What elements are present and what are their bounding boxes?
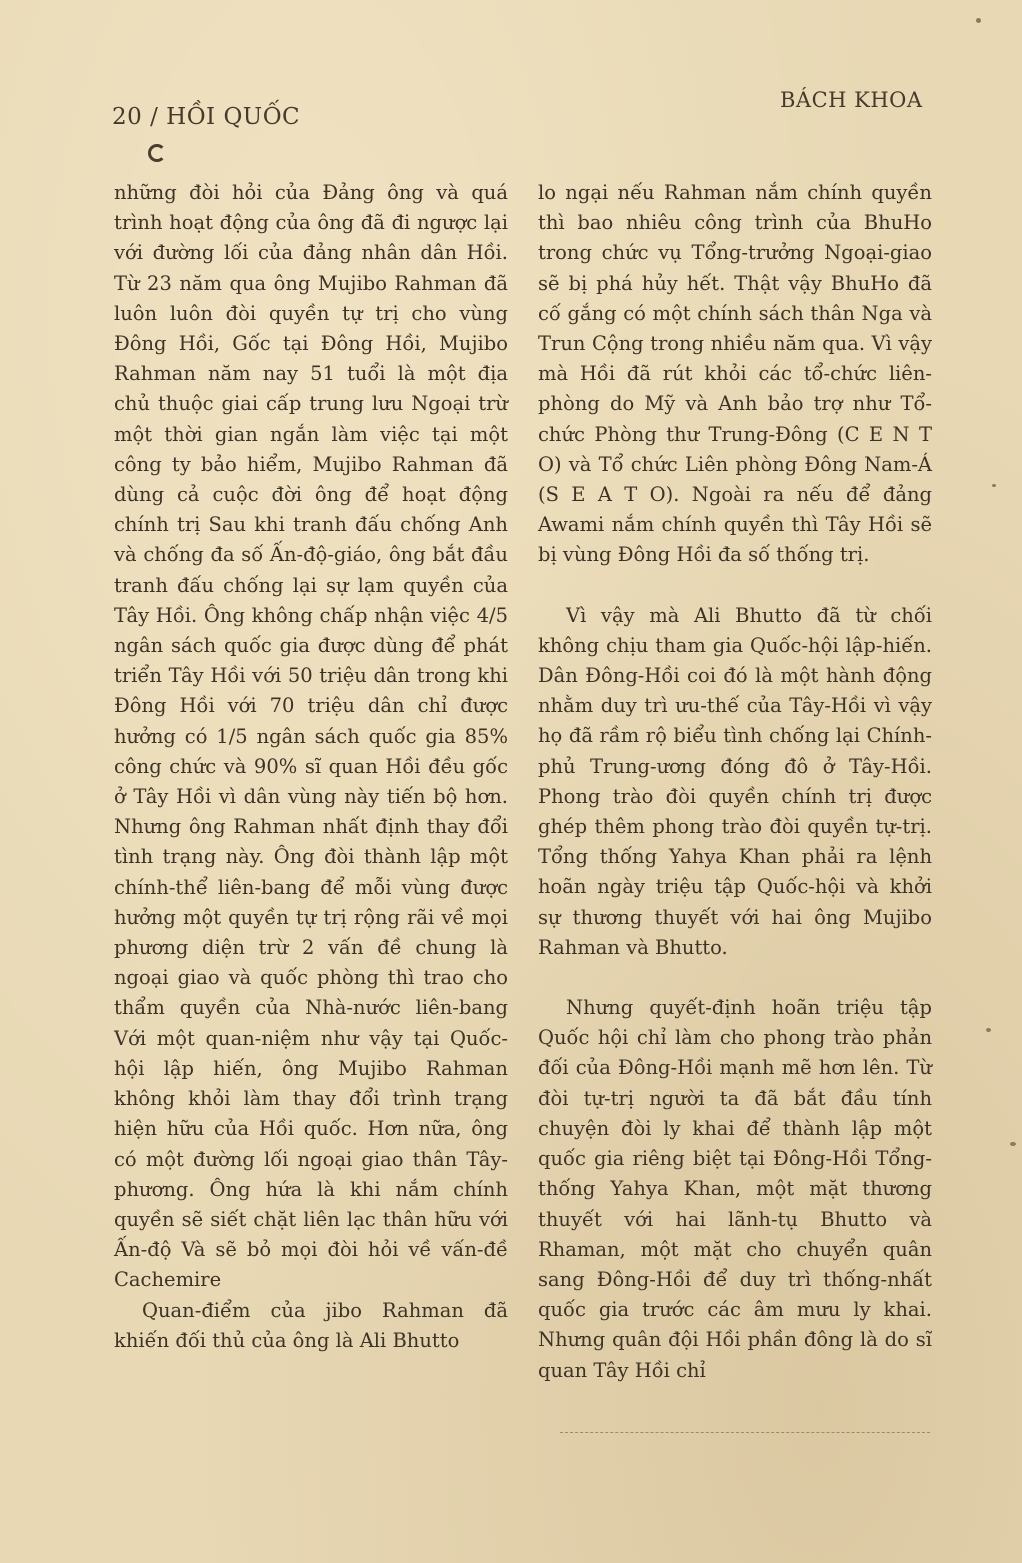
- right-paragraph-3: Nhưng quyết-định hoãn triệu tập Quốc hội chỉ làm cho phong trào phản đối của Đông-Hồi mạnh mẽ hơn lên. Từ đòi tự-trị người ta đã bắt đầu tính chuyện đòi ly khai để thành lập một quốc gia riêng biệt tại Đông-Hồi Tổng-thống Yahya Khan, một mặt thương thuyết với hai lãnh-tụ Bhutto và Rhaman, một mặt cho chuyển quân sang Đông-Hồi để duy trì thống-nhất quốc gia trước các âm mưu ly khai. Nhưng quân đội Hồi phần đông là do sĩ quan Tây Hồi chỉ: [538, 996, 932, 1382]
- right-column: [538, 178, 932, 1386]
- bottom-rule: [560, 1432, 930, 1433]
- paper-speck: [1010, 1142, 1016, 1146]
- right-paragraph-2: Vì vậy mà Ali Bhutto đã từ chối không chịu tham gia Quốc-hội lập-hiến. Dân Đông-Hồi coi đó là một hành động nhằm duy trì ưu-thế của Tây-Hồi vì vậy họ đã rầm rộ biểu tình chống lại Chính-phủ Trung-ương đóng đô ở Tây-Hồi. Phong trào đòi quyền chính trị được ghép thêm phong trào đòi quyền tự-trị. Tổng thống Yahya Khan phải ra lệnh hoãn ngày triệu tập Quốc-hội và khởi sự thương thuyết với hai ông Mujibo Rahman và Bhutto.: [538, 603, 932, 959]
- left-paragraph-2: Quan-điểm của jibo Rahman đã khiến đối thủ của ông là Ali Bhutto: [114, 1298, 508, 1352]
- left-paragraph-1: những đòi hỏi của Đảng ông và quá trình hoạt động của ông đã đi ngược lại với đường lối của đảng nhân dân Hồi. Từ 23 năm qua ông Mujibo Rahman đã luôn luôn đòi quyền tự trị cho vùng Đông Hồi, Gốc tại Đông Hồi, Mujibo Rahman năm nay 51 tuổi là một địa chủ thuộc giai cấp trung lưu Ngoại trừ một thời gian ngắn làm việc tại một công ty bảo hiểm, Mujibo Rahman đã dùng cả cuộc đời ông để hoạt động chính trị Sau khi tranh đấu chống Anh và chống đa số Ấn-độ-giáo, ông bắt đầu tranh đấu chống lại sự lạm quyền của Tây Hồi. Ông không chấp nhận việc 4/5 ngân sách quốc gia được dùng để phát triển Tây Hồi với 50 triệu dân trong khi Đông Hồi với 70 triệu dân chỉ được hưởng có 1/5 ngân sách quốc gia 85% công chức và 90% sĩ quan Hồi đều gốc ở Tây Hồi vì dân vùng này tiến bộ hơn. Nhưng ông Rahman nhất định thay đổi tình trạng này. Ông đòi thành lập một chính-thể liên-bang để mỗi vùng được hưởng một quyền tự trị rộng rãi về mọi phương diện trừ 2 vấn đề chung là ngoại giao và quốc phòng thì trao cho thẩm quyền của Nhà-nước liên-bang Với một quan-niệm như vậy tại Quốc-hội lập hiến, ông Mujibo Rahman không khỏi làm thay đổi trình trạng hiện hữu của Hồi quốc. Hơn nữa, ông có một đường lối ngoại giao thân Tây-phương. Ông hứa là khi nắm chính quyền sẽ siết chặt liên lạc thân hữu với Ấn-độ Và sẽ bỏ mọi đòi hỏi về vấn-đề Cachemire: [114, 181, 508, 1292]
- paper-speck: [976, 18, 981, 23]
- running-head-right: BÁCH KHOA: [780, 88, 923, 112]
- paper-speck: [986, 1028, 991, 1032]
- paper-speck: [992, 484, 996, 487]
- ornament-icon: [148, 144, 166, 162]
- running-head-left: 20 / HỒI QUỐC: [112, 104, 301, 130]
- right-paragraph-1: lo ngại nếu Rahman nắm chính quyền thì bao nhiêu công trình của BhuHo trong chức vụ Tổng-trưởng Ngoại-giao sẽ bị phá hủy hết. Thật vậy BhuHo đã cố gắng có một chính sách thân Nga và Trun Cộng trong nhiều năm qua. Vì vậy mà Hồi đã rút khỏi các tổ-chức liên-phòng do Mỹ và Anh bảo trợ như Tổ-chức Phòng thư Trung-Đông (C E N T O) và Tổ chức Liên phòng Đông Nam-Á (S E A T O). Ngoài ra nếu để đảng Awami nắm chính quyền thì Tây Hồi sẽ bị vùng Đông Hồi đa số thống trị.: [538, 181, 932, 567]
- left-column: [114, 178, 508, 1356]
